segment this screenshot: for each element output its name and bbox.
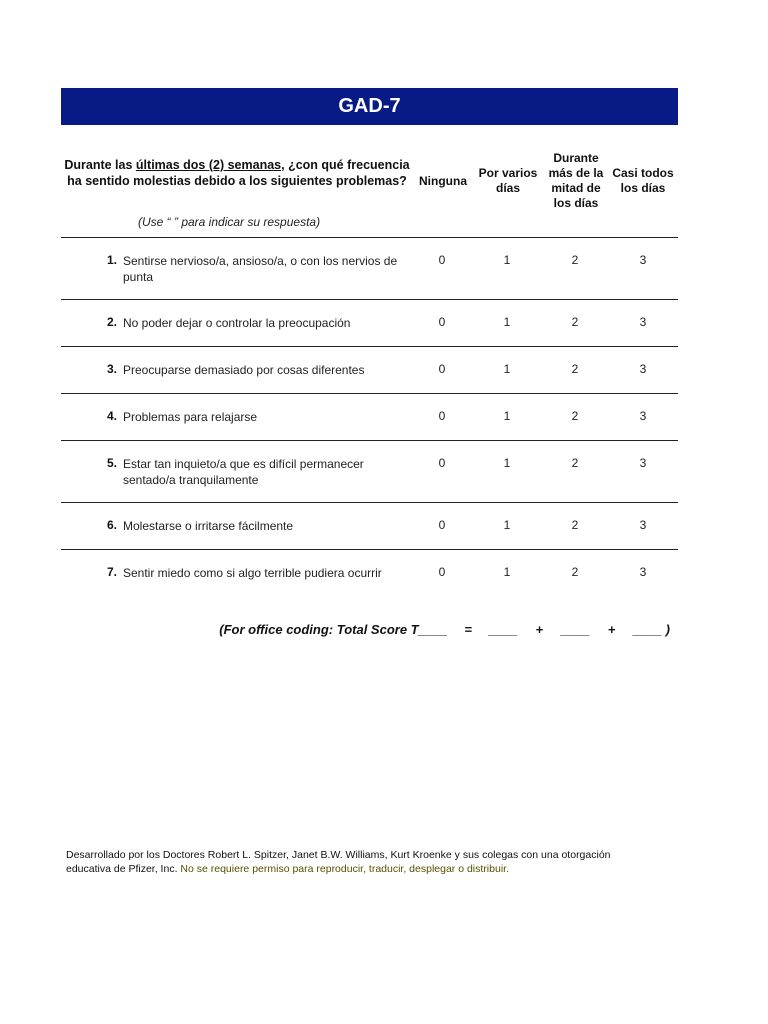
table-row	[61, 502, 678, 549]
score-option-3[interactable]: 3	[639, 456, 647, 470]
item-number: 7.	[106, 565, 117, 579]
score-option-3[interactable]: 3	[639, 409, 647, 423]
total-score-label: (For office coding: Total Score T____	[219, 622, 448, 637]
total-blank-3[interactable]: ____ )	[633, 622, 670, 637]
footer-credit	[66, 848, 646, 876]
column-header-mitad-dias: Durante más de la mitad de los días	[548, 151, 604, 210]
permission-text: No se requiere permiso para reproducir, traducir, desplegar o distribuir.	[180, 863, 509, 875]
score-option-2[interactable]: 2	[571, 362, 579, 376]
score-option-2[interactable]: 2	[571, 409, 579, 423]
answer-hint: (Use “ ” para indicar su respuesta)	[138, 215, 321, 229]
score-option-0[interactable]: 0	[438, 456, 446, 470]
item-number: 6.	[106, 518, 117, 532]
plus-sign: +	[535, 622, 544, 637]
table-row	[61, 346, 678, 393]
table-row	[61, 237, 678, 299]
score-option-3[interactable]: 3	[639, 518, 647, 532]
question-part1: Durante las	[64, 158, 136, 172]
score-option-3[interactable]: 3	[639, 362, 647, 376]
item-text: Sentir miedo como si algo terrible pudiera ocurrir	[123, 566, 382, 580]
score-option-0[interactable]: 0	[438, 253, 446, 267]
score-option-1[interactable]: 1	[503, 409, 511, 423]
score-option-1[interactable]: 1	[503, 253, 511, 267]
item-number: 1.	[106, 253, 117, 267]
score-option-0[interactable]: 0	[438, 518, 446, 532]
score-option-0[interactable]: 0	[438, 565, 446, 579]
total-blank-2[interactable]: ____	[560, 622, 590, 637]
table-row	[61, 549, 678, 596]
score-option-3[interactable]: 3	[639, 253, 647, 267]
score-option-1[interactable]: 1	[503, 456, 511, 470]
column-header-casi-todos: Casi todos los días	[612, 166, 674, 195]
credit-text: Desarrollado por los Doctores Robert L. Spitzer, Janet B.W. Williams, Kurt Kroenke y sus colegas con una otorgación educativa de Pfizer, Inc.	[66, 849, 611, 875]
score-option-3[interactable]: 3	[639, 565, 647, 579]
score-option-0[interactable]: 0	[438, 362, 446, 376]
item-number: 4.	[106, 409, 117, 423]
score-option-0[interactable]: 0	[438, 315, 446, 329]
table-row	[61, 393, 678, 440]
column-header-ninguna: Ninguna	[419, 174, 467, 188]
item-number: 5.	[106, 456, 117, 470]
score-option-2[interactable]: 2	[571, 253, 579, 267]
equals-sign: =	[464, 622, 472, 637]
questionnaire-table	[61, 237, 678, 596]
score-option-1[interactable]: 1	[503, 315, 511, 329]
question-period: últimas dos (2) semanas	[135, 158, 282, 172]
office-coding-total	[0, 622, 670, 637]
item-text: Estar tan inquieto/a que es difícil permanecer sentado/a tranquilamente	[123, 457, 364, 487]
score-option-2[interactable]: 2	[571, 315, 579, 329]
item-text: No poder dejar o controlar la preocupación	[123, 316, 351, 330]
plus-sign: +	[607, 622, 616, 637]
item-text: Sentirse nervioso/a, ansioso/a, o con los nervios de punta	[123, 254, 398, 284]
score-option-0[interactable]: 0	[438, 409, 446, 423]
score-option-3[interactable]: 3	[639, 315, 647, 329]
form-title: GAD-7	[61, 88, 678, 125]
item-number: 3.	[106, 362, 117, 376]
table-row	[61, 440, 678, 502]
item-text: Problemas para relajarse	[123, 410, 258, 424]
total-blank-1[interactable]: ____	[488, 622, 518, 637]
item-number: 2.	[106, 315, 117, 329]
table-row	[61, 299, 678, 346]
score-option-2[interactable]: 2	[571, 565, 579, 579]
question-text	[61, 157, 413, 189]
score-option-1[interactable]: 1	[503, 565, 511, 579]
score-option-2[interactable]: 2	[571, 456, 579, 470]
score-option-1[interactable]: 1	[503, 518, 511, 532]
question-part2: , ¿con qué frecuencia ha sentido molestias debido a los siguientes problemas?	[67, 158, 410, 188]
score-option-2[interactable]: 2	[571, 518, 579, 532]
item-text: Preocuparse demasiado por cosas diferentes	[123, 363, 365, 377]
item-text: Molestarse o irritarse fácilmente	[123, 519, 294, 533]
score-option-1[interactable]: 1	[503, 362, 511, 376]
column-header-varios-dias: Por varios días	[478, 166, 538, 195]
